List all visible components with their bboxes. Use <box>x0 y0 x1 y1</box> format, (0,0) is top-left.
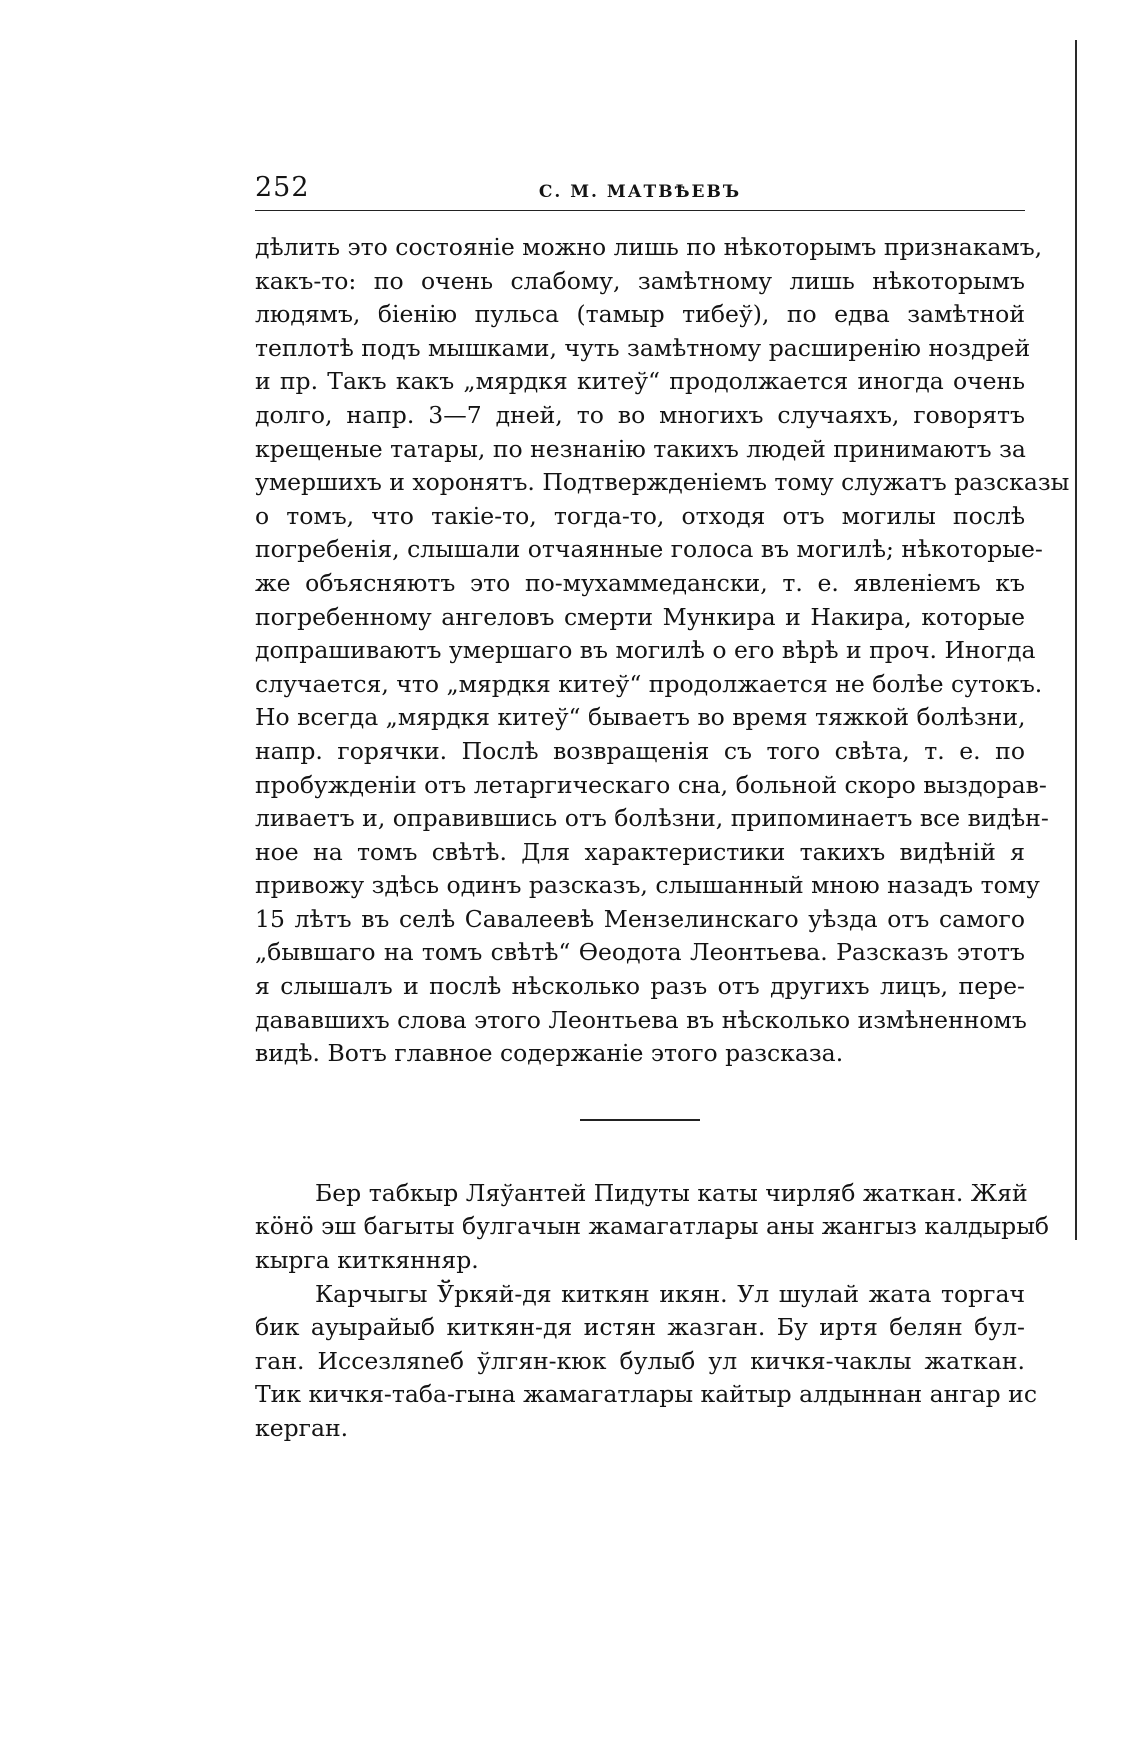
text-line: Бер табкыр Ляўантей Пидуты каты чирляб жаткан. Жяй <box>315 1178 1028 1207</box>
text-line: Но всегда „мярдкя китеў“ бываетъ во время тяжкой болѣзни, <box>255 703 1026 732</box>
text-line: пробужденіи отъ летаргическаго сна, больной скоро выздорав- <box>255 770 1047 799</box>
text-line: бик ауырайыб киткян-дя истян жазган. Бу иртя белян бул- <box>255 1313 1025 1342</box>
running-head: С. М. МАТВѢЕВЪ <box>538 182 742 202</box>
text-line: о томъ, что такіе-то, тогда-то, отходя отъ могилы послѣ <box>255 501 1025 530</box>
text-line: умершихъ и хоронятъ. Подтвержденіемъ тому служатъ разсказы <box>255 468 1070 497</box>
scan-edge-line <box>1075 40 1077 1240</box>
text-line: ное на томъ свѣтѣ. Для характеристики такихъ видѣній я <box>255 837 1025 866</box>
text-line: допрашиваютъ умершаго въ могилѣ о его вѣрѣ и проч. Иногда <box>255 636 1036 665</box>
text-line: и пр. Такъ какъ „мяpдкя китеў“ продолжается иногда очень <box>255 367 1025 396</box>
page-header <box>255 168 1025 211</box>
text-line: долго, напр. 3—7 дней, то во многихъ случаяхъ, говорятъ <box>255 400 1025 429</box>
text-line: керган. <box>255 1414 349 1442</box>
text-line: 15 лѣтъ въ селѣ Савалеевѣ Мензелинскаго уѣзда отъ самого <box>255 904 1025 933</box>
text-line: дававшихъ слова этого Леонтьева въ нѣсколько измѣненномъ <box>255 1005 1027 1034</box>
text-line: теплотѣ подъ мышками, чуть замѣтному расширенію ноздрей <box>255 333 1031 362</box>
text-line: напр. горячки. Послѣ возвращенія съ того свѣта, т. е. по <box>255 736 1025 765</box>
main-text-block <box>255 231 1070 1071</box>
text-line: ган. Иссезляneб ўлгян-кюк булыб ул кичкя-чаклы жаткан. <box>255 1346 1025 1375</box>
section-divider <box>580 1119 700 1121</box>
tatar-paragraph-1 <box>255 1177 1050 1278</box>
text-line: кырга киткянняр. <box>255 1246 479 1275</box>
text-line: людямъ, біенію пульса (тамыр тибеў), по едва замѣтной <box>255 300 1025 329</box>
text-line: ливаетъ и, оправившись отъ болѣзни, припоминаетъ все видѣн- <box>255 804 1049 833</box>
text-line: случается, что „мярдкя китеў“ продолжается не болѣе сутокъ. <box>255 669 1043 698</box>
text-line: Карчыгы Ўркяй-дя киткян икян. Ул шулай жата торгач <box>315 1279 1025 1308</box>
text-line: погребенному ангеловъ смерти Мункира и Накира, которые <box>255 602 1025 631</box>
tatar-paragraph-2 <box>255 1278 1037 1446</box>
text-line: крещеные татары, по незнанію такихъ людей принимаютъ за <box>255 434 1026 463</box>
text-line: же объясняютъ это по-мухаммедански, т. е. явленіемъ къ <box>255 568 1025 597</box>
text-line: кӧнӧ эш багыты булгачын жамагатлары аны жангыз калдырыб <box>255 1212 1050 1241</box>
tatar-text-block <box>255 1177 1050 1446</box>
text-line: я слышалъ и послѣ нѣсколько разъ отъ другихъ лицъ, пере- <box>255 972 1025 1001</box>
text-line: дѣлить это состояніе можно лишь по нѣкоторымъ признакамъ, <box>255 233 1043 261</box>
page-number: 252 <box>255 172 310 203</box>
text-line: какъ-то: по очень слабому, замѣтному лишь нѣкоторымъ <box>255 266 1025 295</box>
text-line: Тик кичкя-таба-гына жамагатлары кайтыр алдыннан ангар ис <box>255 1380 1037 1409</box>
book-page <box>255 168 1070 1446</box>
text-line: видѣ. Вотъ главное содержаніе этого разсказа. <box>255 1039 844 1068</box>
text-line: погребенія, слышали отчаянные голоса въ могилѣ; нѣкоторые- <box>255 535 1043 564</box>
text-line: „бывшаго на томъ свѣтѣ“ Ѳеодота Леонтьева. Разсказъ этотъ <box>255 938 1025 967</box>
text-line: привожу здѣсь одинъ разсказъ, слышанный мною назадъ тому <box>255 871 1040 900</box>
